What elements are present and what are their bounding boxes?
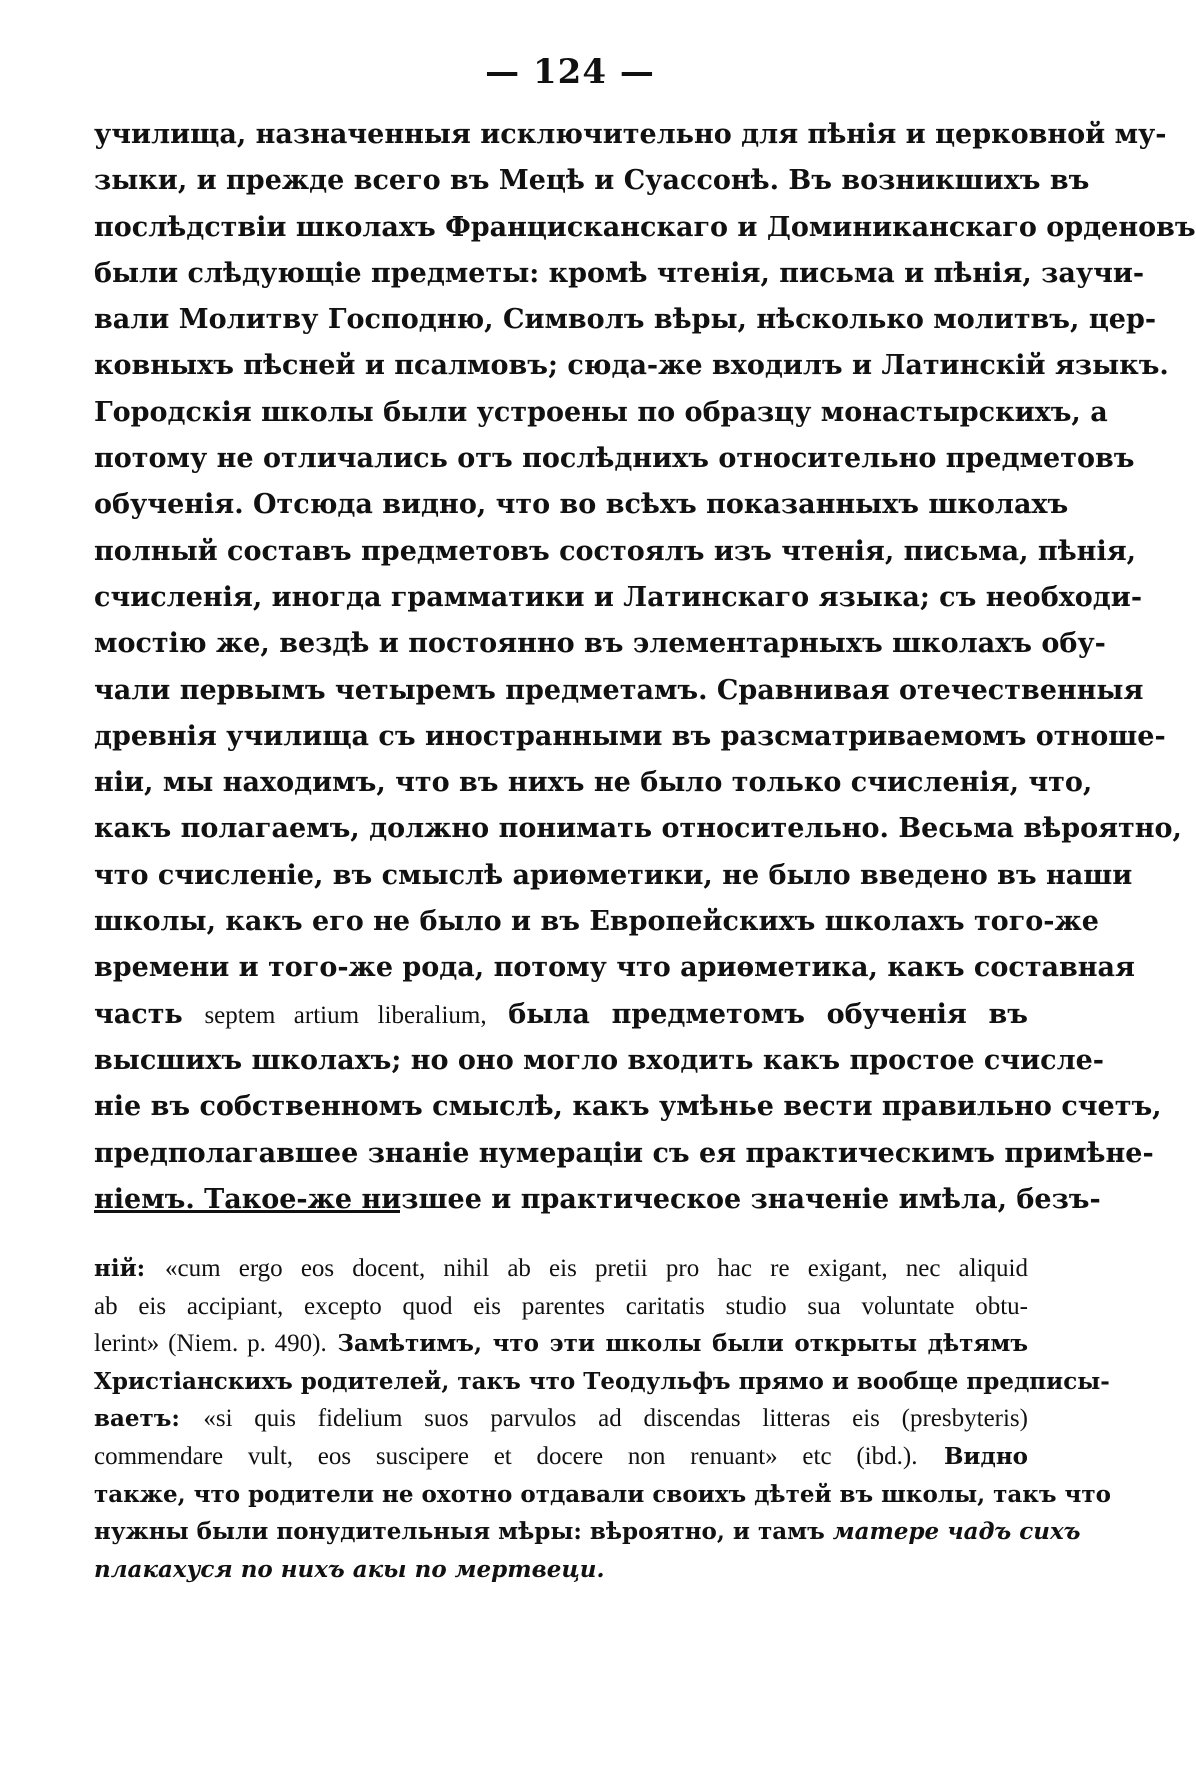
text-line: счисленія, иногда грамматики и Латинскаго языка; съ необходи- bbox=[94, 581, 1143, 613]
text-line: какъ полагаемъ, должно понимать относительно. Весьма вѣроятно, bbox=[94, 813, 1182, 845]
main-text bbox=[94, 112, 1196, 1223]
footnote-line bbox=[94, 1400, 1028, 1438]
footnote-line bbox=[94, 1325, 1028, 1363]
text-segment: нужны были понудительныя мѣры: вѣроятно, и тамъ bbox=[94, 1518, 833, 1546]
text-line: полный составъ предметовъ состоялъ изъ чтенія, письма, пѣнія, bbox=[94, 535, 1137, 567]
text-line: ніе въ собственномъ смыслѣ, какъ умѣнье вести правильно счетъ, bbox=[94, 1091, 1162, 1123]
footnote-divider bbox=[94, 1210, 400, 1213]
footnote-line bbox=[94, 1438, 1028, 1476]
text-line: чали первымъ четыремъ предметамъ. Сравнивая отечественныя bbox=[94, 674, 1144, 706]
text-line: зыки, и прежде всего въ Мецѣ и Суассонѣ. Въ возникшихъ въ bbox=[94, 165, 1090, 197]
footnote-line bbox=[94, 1288, 1028, 1326]
latin-quote: commendare vult, eos suscipere et docere non renuant» etc (ibd.). bbox=[94, 1442, 918, 1470]
text-line: были слѣдующіе предметы: кромѣ чтенія, письма и пѣнія, заучи- bbox=[94, 257, 1145, 289]
text-line: школы, какъ его не было и въ Европейскихъ школахъ того-же bbox=[94, 906, 1099, 938]
text-line: потому не отличались отъ послѣднихъ относительно предметовъ bbox=[94, 443, 1135, 475]
text-segment: ній: bbox=[94, 1255, 166, 1282]
text-line: Городскія школы были устроены по образцу монастырскихъ, а bbox=[94, 396, 1108, 428]
text-line: высшихъ школахъ; но оно могло входить какъ простое счисле- bbox=[94, 1044, 1104, 1076]
text-line: обученія. Отсюда видно, что во всѣхъ показанныхъ школахъ bbox=[94, 489, 1069, 521]
text-line: древнія училища съ иностранными въ разсматриваемомъ отноше- bbox=[94, 720, 1166, 752]
italic-quote: матере чадъ сихъ bbox=[832, 1518, 1081, 1546]
text-line: ковныхъ пѣсней и псалмовъ; сюда-же входилъ и Латинскій языкъ. bbox=[94, 350, 1169, 382]
text-line: мостію же, вездѣ и постоянно въ элементарныхъ школахъ обу- bbox=[94, 628, 1106, 660]
text-line: послѣдствіи школахъ Францисканскаго и Доминиканскаго орденовъ bbox=[94, 211, 1196, 243]
latin-quote: ab eis accipiant, excepto quod eis parentes caritatis studio sua voluntate obtu- bbox=[94, 1292, 1028, 1320]
latin-phrase: septem artium liberalium, bbox=[204, 1001, 487, 1029]
text-line: вали Молитву Господню, Символъ вѣры, нѣсколько молитвъ, цер- bbox=[94, 304, 1157, 336]
footnote-line bbox=[94, 1250, 1028, 1288]
text-line: ніемъ. Такое-же низшее и практическое значеніе имѣла, безъ- bbox=[94, 1183, 1101, 1215]
text-line bbox=[94, 992, 1028, 1038]
text-line: училища, назначенныя исключительно для пѣнія и церковной му- bbox=[94, 119, 1167, 150]
footnote-line: также, что родители не охотно отдавали своихъ дѣтей въ школы, такъ что bbox=[94, 1480, 1111, 1508]
text-segment: была предметомъ обученія въ bbox=[486, 998, 1028, 1030]
text-line: ніи, мы находимъ, что въ нихъ не было только счисленія, что, bbox=[94, 767, 1093, 799]
page-number: — 124 — bbox=[485, 52, 655, 92]
text-line: предполагавшее знаніе нумераціи съ ея практическимъ примѣне- bbox=[94, 1137, 1154, 1169]
text-line: что счисленіе, въ смыслѣ ариѳметики, не было введено въ наши bbox=[94, 859, 1133, 891]
footnote-line: Христіанскихъ родителей, такъ что Теодульфъ прямо и вообще предписы- bbox=[94, 1367, 1110, 1395]
text-segment: Замѣтимъ, что эти школы были открыты дѣтямъ bbox=[326, 1330, 1028, 1358]
italic-quote: плакахуся по нихъ акы по мертвеци. bbox=[94, 1555, 605, 1583]
text-segment: Видно bbox=[917, 1442, 1028, 1470]
text-segment: часть bbox=[94, 998, 205, 1030]
latin-quote: «cum ergo eos docent, nihil ab eis pretii pro hac re exigant, nec aliquid bbox=[165, 1255, 1028, 1282]
footnote-line bbox=[94, 1513, 1081, 1551]
text-line: времени и того-же рода, потому что ариѳметика, какъ составная bbox=[94, 952, 1136, 984]
footnote-line bbox=[94, 1551, 1028, 1589]
footnote bbox=[94, 1250, 1111, 1588]
text-segment: ваетъ: bbox=[94, 1405, 204, 1433]
latin-quote: «si quis fidelium suos parvulos ad discendas litteras eis (presbyteris) bbox=[203, 1405, 1028, 1433]
latin-quote: lerint» (Niem. p. 490). bbox=[94, 1330, 327, 1358]
